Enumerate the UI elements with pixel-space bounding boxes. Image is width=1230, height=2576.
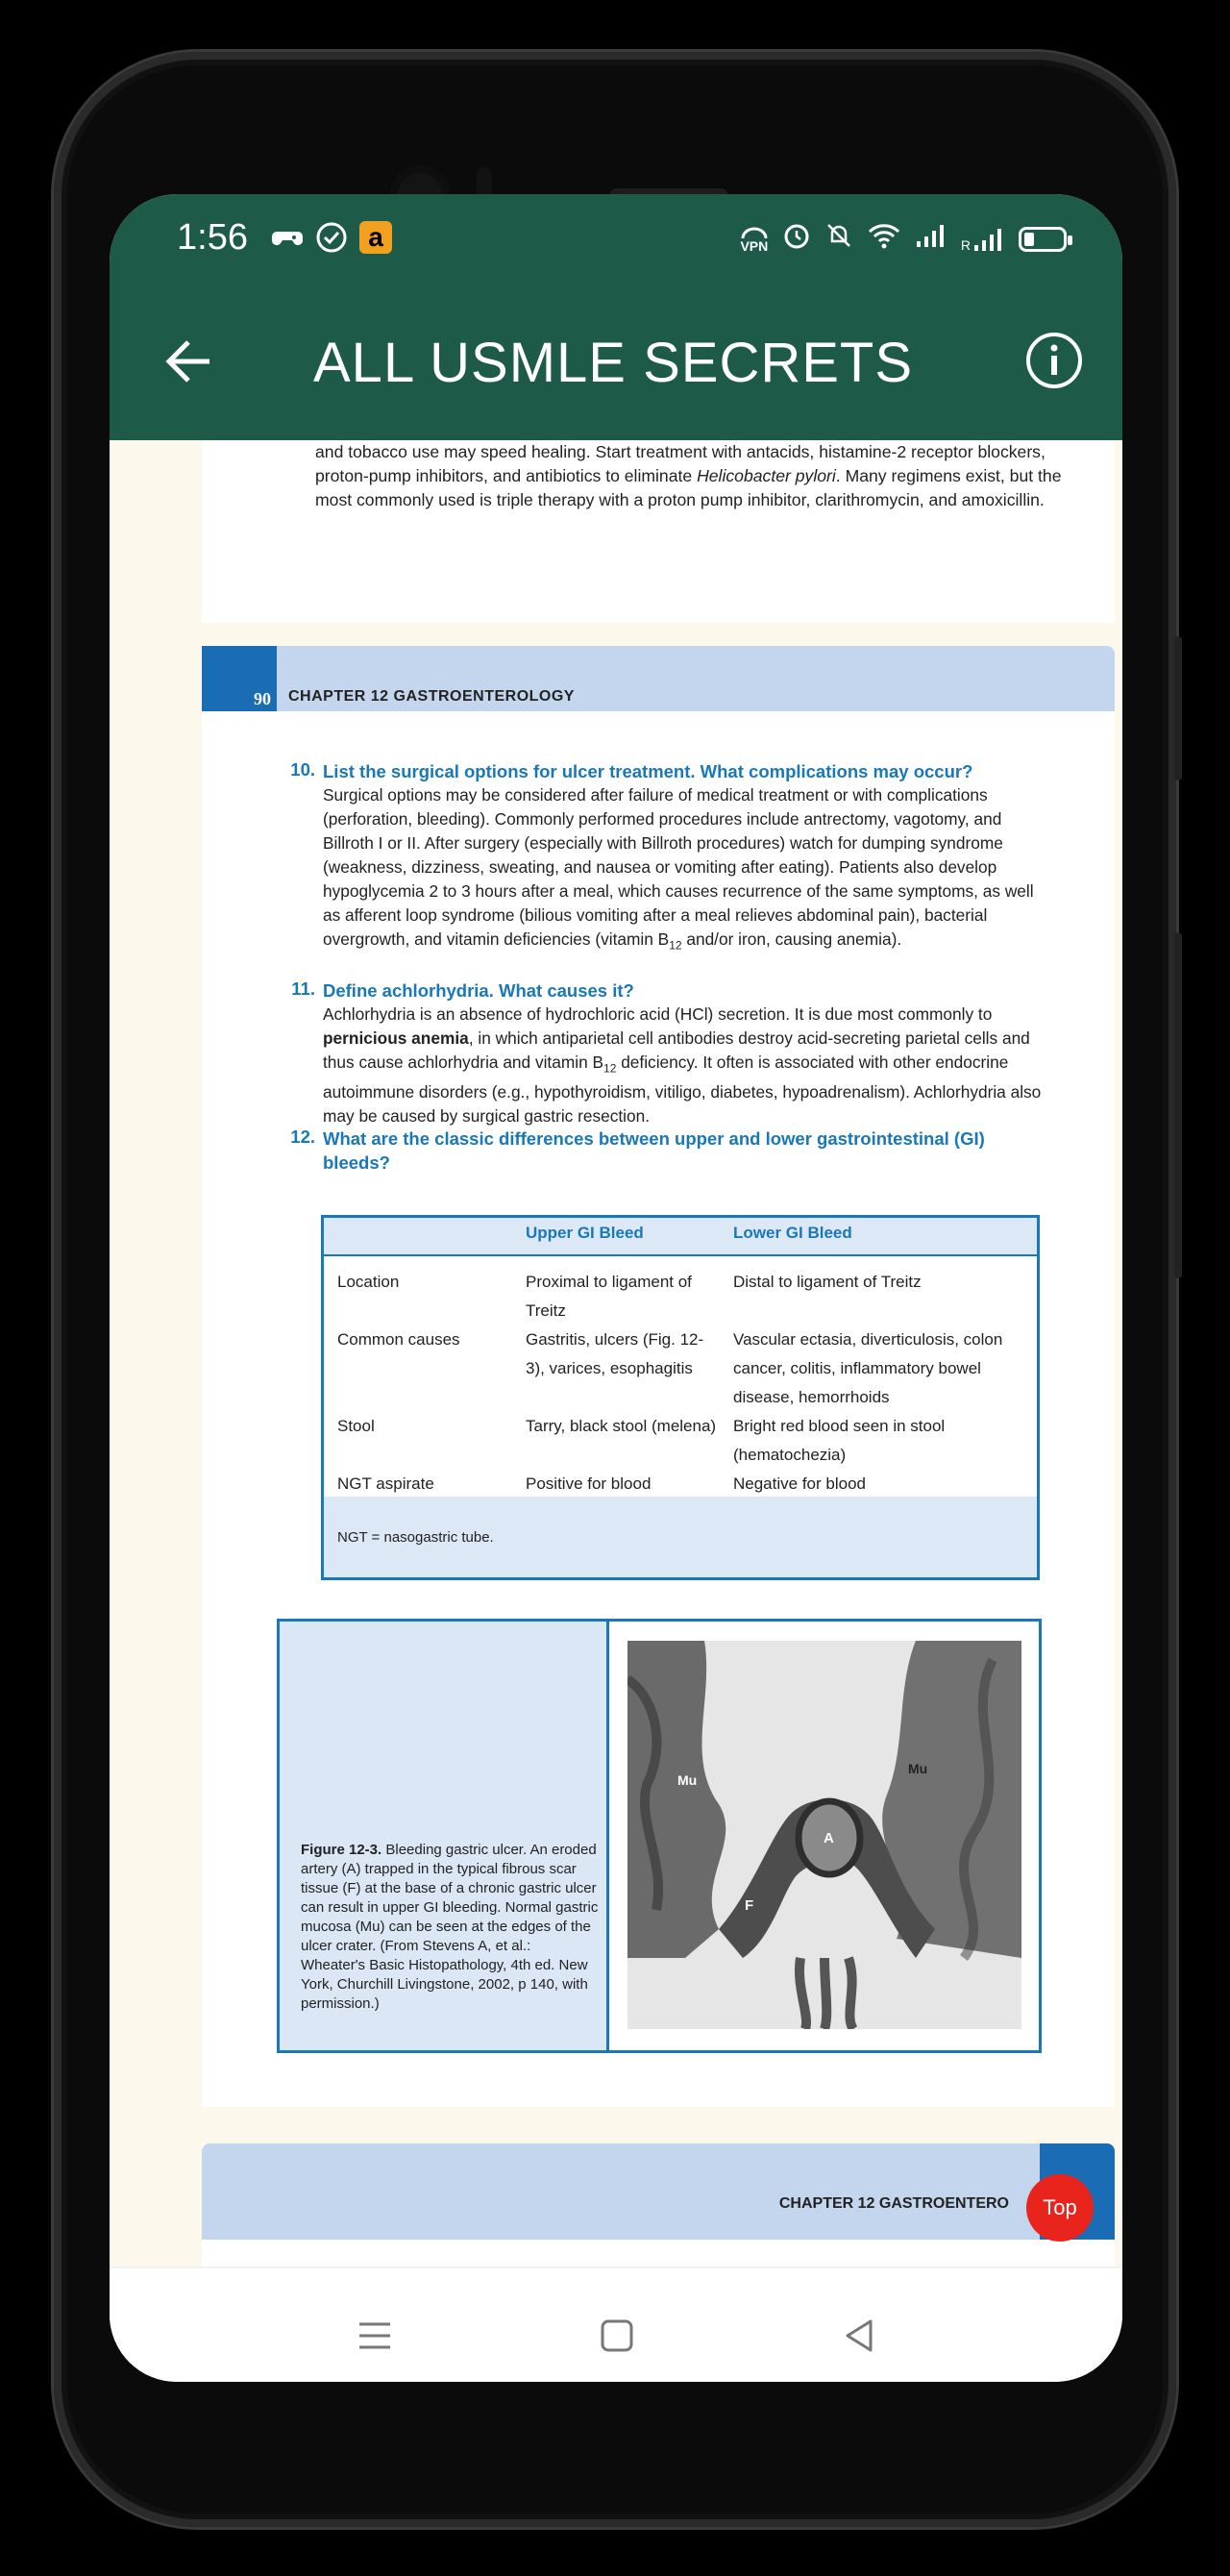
signal-roaming-icon (961, 226, 1005, 253)
notification-icons (271, 221, 392, 254)
volume-button (1174, 932, 1182, 1278)
table-header-cell: Upper GI Bleed (526, 1224, 644, 1242)
arrow-left-icon (163, 336, 213, 386)
text-span: and tobacco use may speed healing. Start treatment with antacids, histamine-2 receptor blockers, proton-pump inhibitors, and antibiotics to eliminate (315, 442, 1046, 485)
game-controller-icon (271, 221, 304, 254)
chapter-header-band (202, 646, 1115, 711)
question-heading: List the surgical options for ulcer treatment. What complications may occur? (323, 761, 973, 781)
question-answer (323, 783, 1046, 957)
text-span: and/or iron, causing anemia). (681, 929, 902, 949)
text-span: Surgical options may be considered after failure of medical treatment or with complications (perforation, bleeding). Commonly performed procedures include antrectomy, vagotomy, and Billroth I or II. After surgery (especially with Billroth procedures) watch for dumping syndrome (weakness, dizziness, sweating, and nausea or vomiting after eating). Patients also develop hypoglycemia 2 to 3 hours after a meal, which causes recurrence of the same symptoms, as well as afferent loop syndrome (bilious vomiting after a meal relieves abdominal pain), bacterial overgrowth, and vitamin deficiencies (vitamin B (323, 785, 1034, 949)
table-cell: Vascular ectasia, diverticulosis, colon cancer, colitis, inflammatory bowel disease, hemorrhoids (733, 1330, 1003, 1406)
gi-bleed-table (321, 1215, 1040, 1580)
roaming-label: R (960, 236, 971, 253)
table-cell: Location (337, 1273, 400, 1291)
question-number: 12. (290, 1127, 315, 1147)
power-button (1174, 636, 1182, 780)
question-number: 11. (291, 978, 315, 999)
status-time: 1:56 (177, 217, 248, 258)
table-footnote: NGT = nasogastric tube. (337, 1529, 494, 1546)
image-label-mu-left: Mu (677, 1772, 698, 1788)
book-page (202, 646, 1115, 2107)
info-button[interactable] (1024, 331, 1084, 390)
table-cell: Gastritis, ulcers (Fig. 12-3), varices, esophagitis (526, 1330, 704, 1377)
wifi-icon (867, 221, 901, 257)
chapter-header: CHAPTER 12 GASTROENTERO (778, 2195, 1009, 2212)
text-span: . Many regimens exist, but the most commonly used is triple therapy with a proton pump inhibitor, clarithromycin, and amoxicillin. (315, 466, 1062, 509)
table-cell: NGT aspirate (337, 1474, 434, 1493)
table-header (324, 1218, 1037, 1256)
image-label-artery: A (824, 1830, 834, 1846)
image-label-fibrous: F (745, 1897, 754, 1914)
recents-button[interactable] (346, 2307, 404, 2365)
question-12 (277, 1127, 1046, 1175)
figure-caption (301, 1841, 599, 2014)
info-icon (1024, 331, 1084, 390)
text-span: Achlorhydria is an absence of hydrochloric acid (HCl) secretion. It is due most commonly to (323, 1004, 993, 1024)
status-bar (110, 194, 1122, 283)
text-bold: pernicious anemia (323, 1028, 469, 1048)
question-10 (277, 759, 1046, 957)
table-cell: Common causes (337, 1330, 460, 1349)
figure-12-3 (277, 1619, 1042, 2053)
table-cell: Tarry, black stool (melena) (526, 1417, 717, 1435)
system-icons (740, 221, 1067, 257)
app-bar (110, 283, 1122, 440)
system-nav-bar (110, 2266, 1122, 2382)
figure-label: Figure 12-3. (301, 1842, 382, 1858)
caption-text: Bleeding gastric ulcer. An eroded artery (A) trapped in the typical fibrous scar tissue (F) at the base of a chronic gastric ulcer can result in upper GI bleeding. Normal gastric mucosa (Mu) can be seen at the edges of the ulcer crater. (From Stevens A, et al.: Wheater's Basic Histopathology, 4th ed. New York, Churchill Livingstone, 2002, p 140, with permission.) (301, 1842, 599, 2012)
back-button[interactable] (160, 333, 217, 390)
question-heading: Define achlorhydria. What causes it? (323, 980, 634, 1001)
table-header-cell: Lower GI Bleed (733, 1224, 852, 1242)
text-italic: Helicobacter pylori (697, 466, 836, 485)
battery-icon (1019, 227, 1067, 252)
alarm-icon (782, 221, 811, 257)
phone-screen (110, 194, 1122, 2382)
subscript: 12 (603, 1061, 617, 1076)
page-number-block (202, 646, 277, 711)
question-11 (277, 978, 1046, 1128)
table-cell: Bright red blood seen in stool (hematochezia) (733, 1417, 946, 1464)
subscript: 12 (669, 938, 682, 953)
question-heading: What are the classic differences between upper and lower gastrointestinal (GI) bleeds? (323, 1128, 985, 1173)
page-text (315, 440, 1074, 512)
home-square-icon (598, 2316, 636, 2355)
book-content[interactable] (110, 440, 1122, 2266)
scroll-to-top-button[interactable]: Top (1026, 2174, 1094, 2242)
back-triangle-icon (840, 2316, 878, 2355)
amazon-icon: a (359, 221, 392, 254)
book-page (202, 440, 1115, 623)
question-number: 10. (290, 759, 315, 780)
chapter-header-band (202, 2143, 1115, 2240)
vpn-icon (740, 227, 769, 252)
home-button[interactable] (588, 2307, 646, 2365)
page-number: 90 (254, 689, 271, 708)
table-footnote-area (324, 1497, 1037, 1577)
table-cell: Stool (337, 1417, 375, 1435)
figure-caption-panel (280, 1622, 609, 2050)
image-label-mu-right: Mu (908, 1761, 928, 1776)
system-back-button[interactable] (830, 2307, 888, 2365)
table-cell: Proximal to ligament of Treitz (526, 1273, 692, 1320)
histology-image (627, 1641, 1021, 2029)
table-cell: Distal to ligament of Treitz (733, 1273, 922, 1291)
check-circle-icon (315, 221, 348, 254)
book-page (202, 2143, 1115, 2266)
text-span: deficiency. It often is associated with other endocrine autoimmune disorders (e.g., hypothyroidism, vitiligo, diabetes, hypoadrenalism). Achlorhydria also may be caused by surgical gastric resection. (323, 1053, 1042, 1127)
bell-off-icon (824, 221, 853, 257)
chapter-header: CHAPTER 12 GASTROENTEROLOGY (288, 688, 575, 705)
signal-icon (915, 222, 947, 256)
question-answer (323, 1003, 1046, 1128)
text-span: , in which antiparietal cell antibodies destroy acid-secreting parietal cells and thus cause achlorhydria and vitamin B (323, 1028, 1030, 1072)
table-cell: Negative for blood (733, 1474, 866, 1493)
menu-icon (356, 2316, 394, 2355)
vpn-label: VPN (740, 237, 769, 254)
table-cell: Positive for blood (526, 1474, 652, 1493)
app-title: ALL USMLE SECRETS (313, 332, 914, 394)
